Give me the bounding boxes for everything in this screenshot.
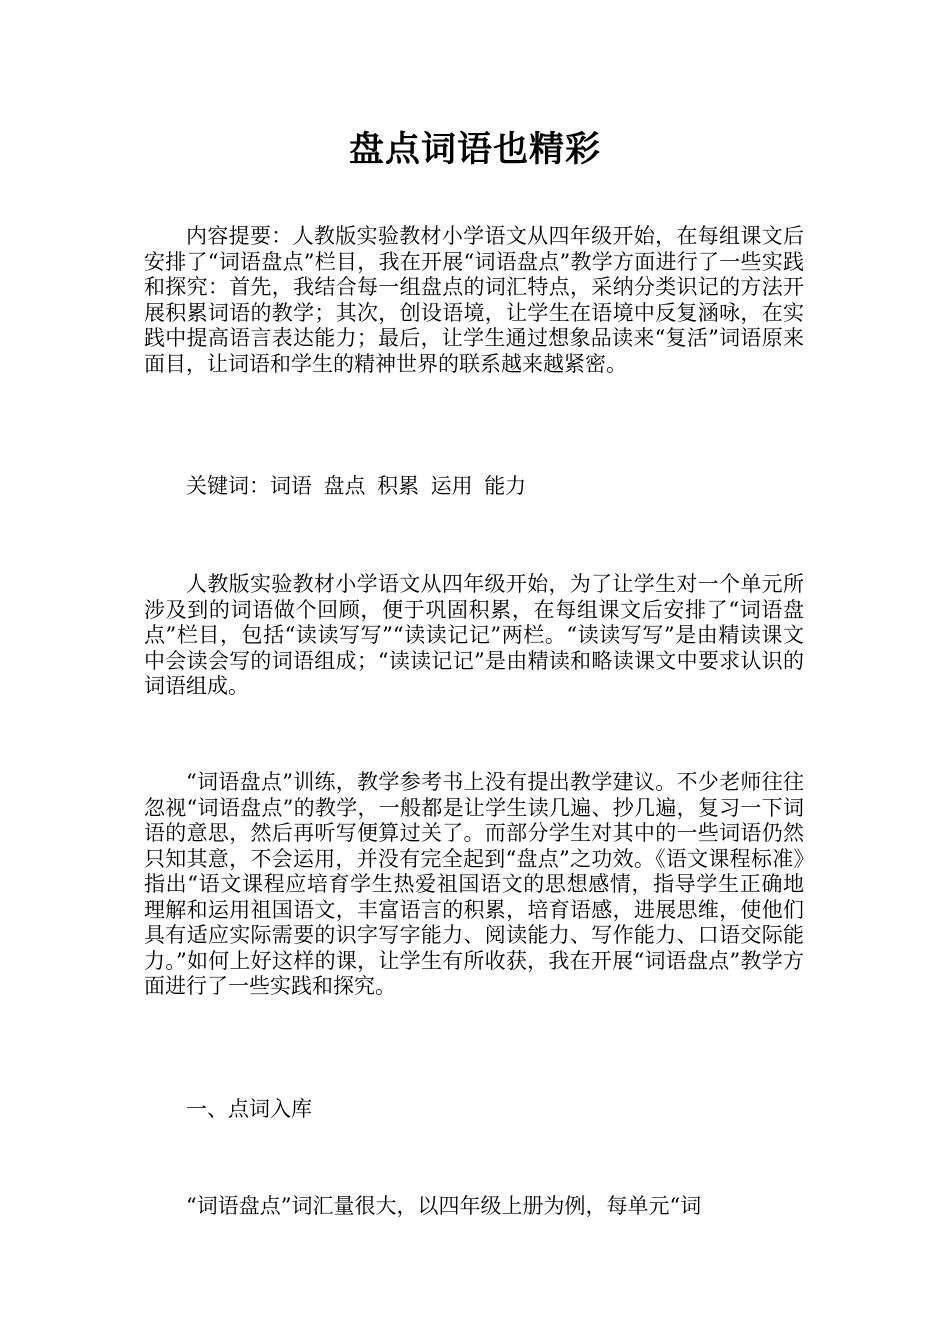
document-title: 盘点词语也精彩 [348,129,601,170]
keywords-label: 关键词： [186,474,270,498]
keyword-item: 盘点 [323,474,366,498]
intro-paragraph: 人教版实验教材小学语文从四年级开始，为了让学生对一个单元所涉及到的词语做个回顾，便于巩固积累，在每组课文后安排了“词语盘点”栏目，包括“读读写写”“读读记记”两栏。“读读写写”是由精读课文中会读会写的词语组成；“读读记记”是由精读和略读课文中要求认识的词语组成。 [144,572,804,698]
body-paragraph: “词语盘点”训练，教学参考书上没有提出教学建议。不少老师往往忽视“词语盘点”的教学，一般都是让学生读几遍、抄几遍，复习一下词语的意思，然后再听写便算过关了。而部分学生对其中的一些词语仍然只知其意，不会运用，并没有完全起到“盘点”之功效。《语文课程标准》指出“语文课程应培育学生热爱祖国语文的思想感情，指导学生正确地理解和运用祖国语文，丰富语言的积累，培育语感，进展思维，使他们具有适应实际需要的识字写字能力、阅读能力、写作能力、口语交际能力。”如何上好这样的课，让学生有所收获，我在开展“词语盘点”教学方面进行了一些实践和探究。 [144,770,804,998]
abstract-paragraph: 内容提要：人教版实验教材小学语文从四年级开始，在每组课文后安排了“词语盘点”栏目，我在开展“词语盘点”教学方面进行了一些实践和探究：首先，我结合每一组盘点的词汇特点，采纳分类识记的方法开展积累词语的教学；其次，创设语境，让学生在语境中反复涵咏，在实践中提高语言表达能力；最后，让学生通过想象品读来“复活”词语原来面目，让词语和学生的精神世界的联系越来越紧密。 [144,224,804,376]
keywords-line [144,474,804,500]
keyword-item: 能力 [484,474,527,498]
keyword-item: 积累 [377,474,420,498]
keyword-item: 词语 [270,474,312,498]
section-heading: 一、点词入库 [186,1097,312,1121]
body-paragraph-continued: “词语盘点”词汇量很大，以四年级上册为例，每单元“词 [186,1194,702,1218]
keyword-item: 运用 [430,474,473,498]
